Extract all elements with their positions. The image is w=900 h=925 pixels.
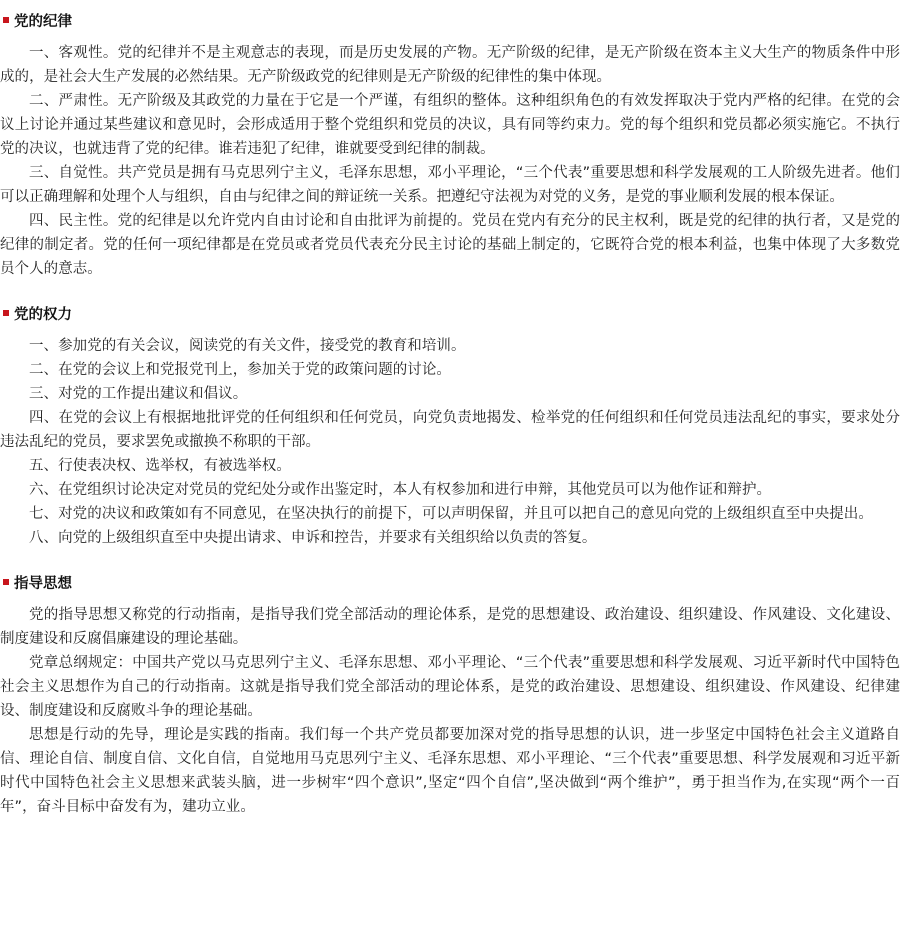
paragraph: 四、在党的会议上有根据地批评党的任何组织和任何党员，向党负责地揭发、检举党的任何组织和任何党员违法乱纪的事实，要求处分违法乱纪的党员，要求罢免或撤换不称职的干部。 <box>0 410 900 450</box>
section-header <box>0 8 900 32</box>
paragraph: 党的指导思想又称党的行动指南，是指导我们党全部活动的理论体系，是党的思想建设、政治建设、组织建设、作风建设、文化建设、制度建设和反腐倡廉建设的理论基础。 <box>0 607 900 647</box>
section-title: 党的纪律 <box>14 13 72 30</box>
section-guiding-ideology <box>0 570 900 819</box>
section-title: 党的权力 <box>14 306 72 323</box>
paragraph: 七、对党的决议和政策如有不同意见，在坚决执行的前提下，可以声明保留，并且可以把自己的意见向党的上级组织直至中央提出。 <box>29 506 873 522</box>
paragraph: 三、自觉性。共产党员是拥有马克思列宁主义，毛泽东思想，邓小平理论，“三个代表”重要思想和科学发展观的工人阶级先进者。他们可以正确理解和处理个人与组织，自由与纪律之间的辩证统一关系。把遵纪守法视为对党的义务，是党的事业顺利发展的根本保证。 <box>0 165 900 205</box>
paragraph: 思想是行动的先导，理论是实践的指南。我们每一个共产党员都要加深对党的指导思想的认识，进一步坚定中国特色社会主义道路自信、理论自信、制度自信、文化自信，自觉地用马克思列宁主义、毛泽东思想、邓小平理论、“三个代表”重要思想、科学发展观和习近平新时代中国特色社会主义思想来武装头脑，进一步树牢“四个意识”,坚定“四个自信”,坚决做到“两个维护”，勇于担当作为,在实现“两个一百年”，奋斗目标中奋发有为，建功立业。 <box>0 727 900 815</box>
paragraph: 四、民主性。党的纪律是以允许党内自由讨论和自由批评为前提的。党员在党内有充分的民主权利，既是党的纪律的执行者，又是党的纪律的制定者。党的任何一项纪律都是在党员或者党员代表充分民主讨论的基础上制定的，它既符合党的根本利益，也集中体现了大多数党员个人的意志。 <box>0 213 900 277</box>
square-bullet-icon <box>3 579 9 585</box>
section-rights <box>0 301 900 550</box>
paragraph: 三、对党的工作提出建议和倡议。 <box>29 386 248 402</box>
section-header <box>0 301 900 325</box>
paragraph: 六、在党组织讨论决定对党员的党纪处分或作出鉴定时，本人有权参加和进行申辩，其他党员可以为他作证和辩护。 <box>29 482 772 498</box>
square-bullet-icon <box>3 17 9 23</box>
paragraph: 一、参加党的有关会议，阅读党的有关文件，接受党的教育和培训。 <box>29 338 466 354</box>
section-discipline <box>0 8 900 281</box>
paragraph: 五、行使表决权、选举权，有被选举权。 <box>29 458 291 474</box>
paragraph: 二、严肃性。无产阶级及其政党的力量在于它是一个严谨，有组织的整体。这种组织角色的有效发挥取决于党内严格的纪律。在党的会议上讨论并通过某些建议和意见时，会形成适用于整个党组织和党员的决议，具有同等约束力。党的每个组织和党员都必须实施它。不执行党的决议，也就违背了党的纪律。谁若违犯了纪律，谁就要受到纪律的制裁。 <box>0 93 900 157</box>
paragraph: 一、客观性。党的纪律并不是主观意志的表现，而是历史发展的产物。无产阶级的纪律，是无产阶级在资本主义大生产的物质条件中形成的，是社会大生产发展的必然结果。无产阶级政党的纪律则是无产阶级的纪律性的集中体现。 <box>0 45 900 85</box>
section-header <box>0 570 900 594</box>
section-title: 指导思想 <box>14 575 72 592</box>
square-bullet-icon <box>3 310 9 316</box>
paragraph: 党章总纲规定：中国共产党以马克思列宁主义、毛泽东思想、邓小平理论、“三个代表”重要思想和科学发展观、习近平新时代中国特色社会主义思想作为自己的行动指南。这就是指导我们党全部活动的理论体系，是党的政治建设、思想建设、组织建设、作风建设、纪律建设、制度建设和反腐败斗争的理论基础。 <box>0 655 900 719</box>
paragraph: 八、向党的上级组织直至中央提出请求、申诉和控告，并要求有关组织给以负责的答复。 <box>29 530 597 546</box>
paragraph: 二、在党的会议上和党报党刊上，参加关于党的政策问题的讨论。 <box>29 362 451 378</box>
